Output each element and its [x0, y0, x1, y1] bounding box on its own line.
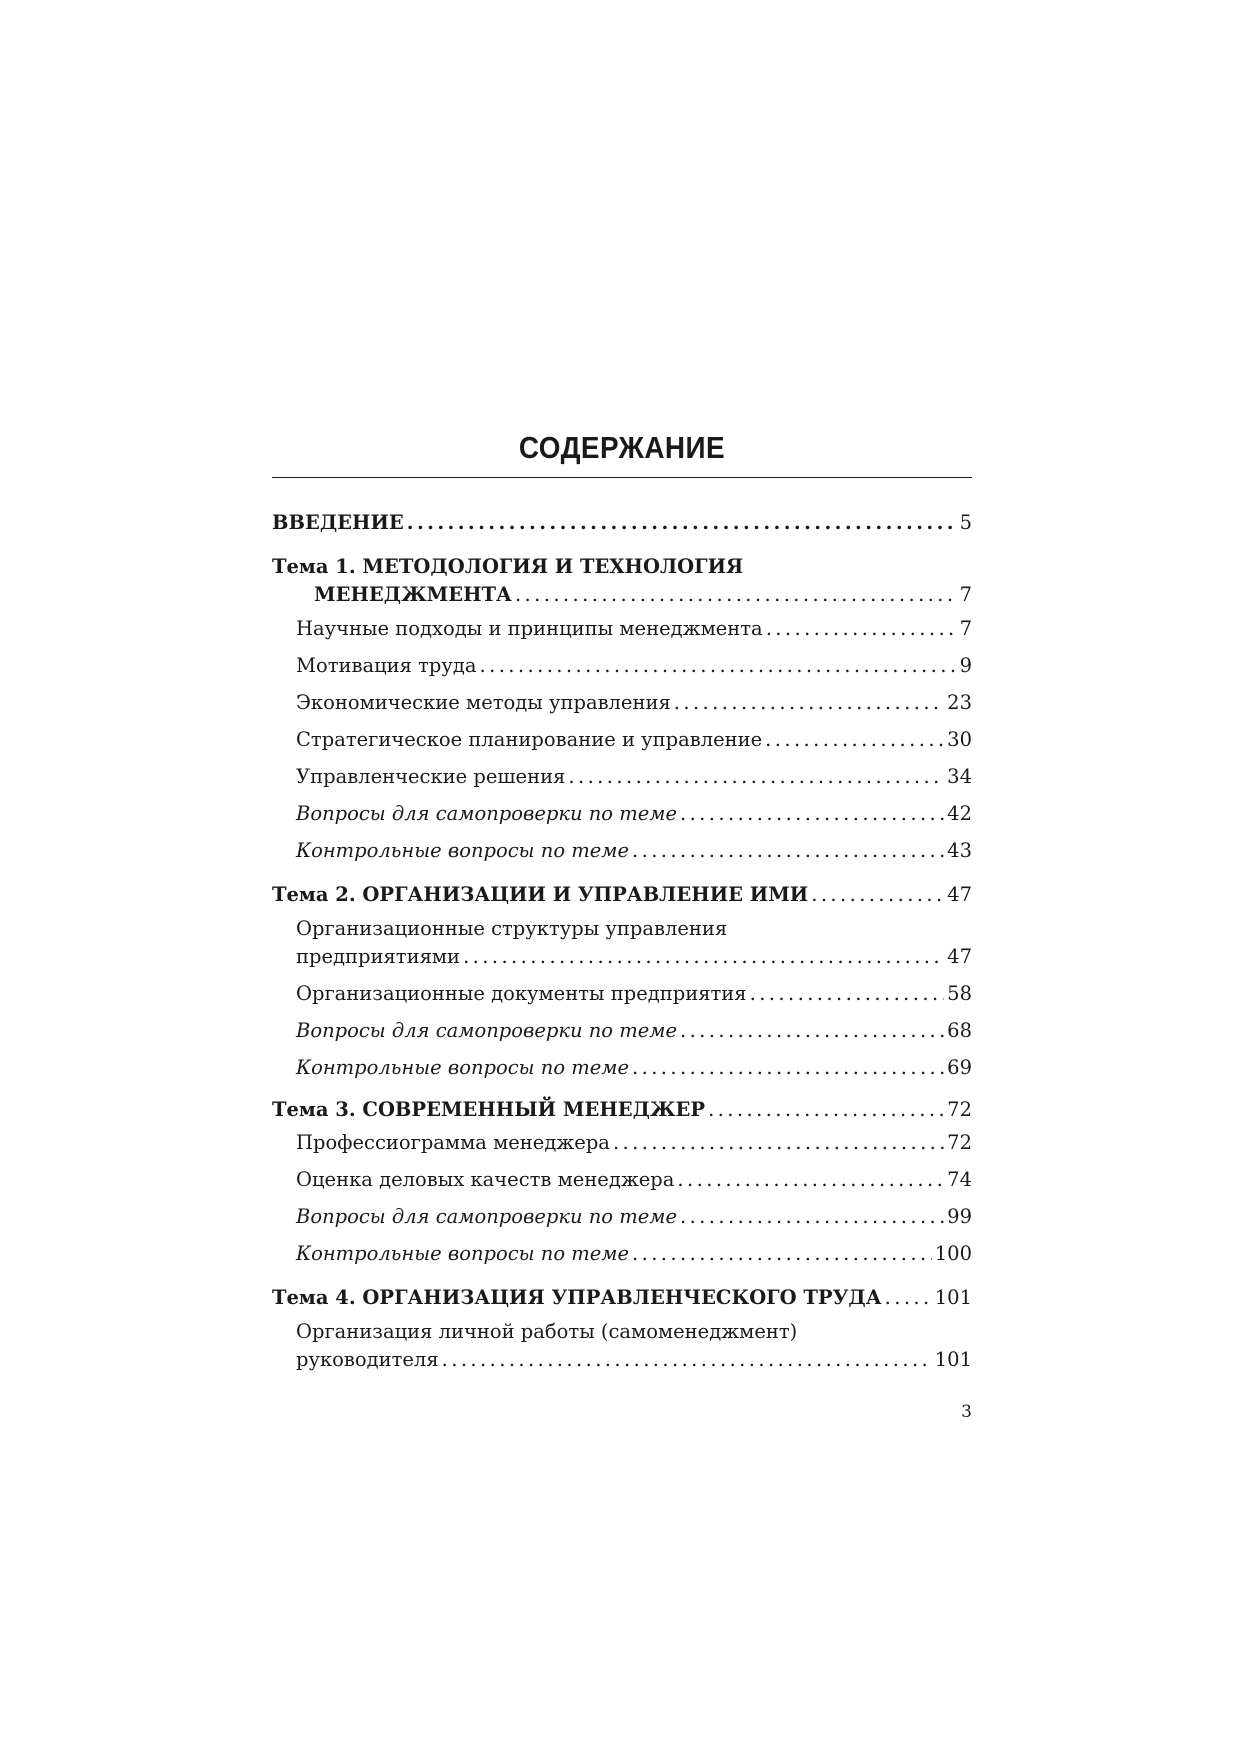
toc-page-number: 68	[947, 1019, 972, 1042]
toc-entry-label: Научные подходы и принципы менеджмента	[296, 617, 763, 640]
title-rule	[272, 477, 972, 478]
toc-entry-label: Вопросы для самопроверки по теме	[296, 1019, 677, 1042]
toc-page-number: 100	[934, 1242, 972, 1265]
toc-entry[interactable]	[296, 1348, 972, 1372]
toc-entry-label: Контрольные вопросы по теме	[296, 839, 629, 862]
dot-leader	[480, 654, 957, 678]
toc-entry-label: Стратегическое планирование и управление	[296, 728, 763, 751]
dot-leader	[674, 691, 944, 715]
toc-entry[interactable]	[296, 617, 972, 641]
dot-leader	[568, 765, 944, 789]
toc-entry[interactable]	[296, 1131, 972, 1155]
toc-page-number: 30	[947, 728, 972, 751]
dot-leader	[677, 1168, 944, 1192]
toc-entry[interactable]	[296, 982, 972, 1006]
toc-entry[interactable]	[296, 945, 972, 969]
toc-entry-label: Вопросы для самопроверки по теме	[296, 802, 677, 825]
toc-page-number: 47	[947, 945, 972, 968]
toc-entry-label: Управленческие решения	[296, 765, 566, 788]
toc-entry-label: Тема 4. ОРГАНИЗАЦИЯ УПРАВЛЕНЧЕСКОГО ТРУДА	[272, 1286, 882, 1309]
toc-entry[interactable]	[296, 691, 972, 715]
toc-entry[interactable]	[296, 1019, 972, 1043]
dot-leader	[442, 1348, 932, 1372]
toc-page-number: 101	[934, 1348, 972, 1371]
toc-entry[interactable]	[296, 654, 972, 678]
dot-leader	[407, 511, 957, 535]
toc-page-number: 72	[947, 1098, 972, 1121]
toc-entry-intro[interactable]	[272, 511, 972, 535]
toc-entry-label: руководителя	[296, 1348, 439, 1371]
toc-entry-label: Контрольные вопросы по теме	[296, 1056, 629, 1079]
toc-entry-label: Тема 3. СОВРЕМЕННЫЙ МЕНЕДЖЕР	[272, 1098, 706, 1121]
toc-entry-label: Организационные документы предприятия	[296, 982, 747, 1005]
toc-page-number: 58	[947, 982, 972, 1005]
toc-entry-label: Контрольные вопросы по теме	[296, 1242, 629, 1265]
toc-entry-label: МЕНЕДЖМЕНТА	[314, 583, 512, 606]
toc-entry-label: ВВЕДЕНИЕ	[272, 511, 404, 534]
toc-page-number: 7	[959, 583, 972, 606]
toc-entry[interactable]	[296, 1056, 972, 1080]
toc-entry[interactable]	[296, 1242, 972, 1266]
dot-leader	[885, 1286, 932, 1310]
dot-leader	[750, 982, 945, 1006]
page-title: СОДЕРЖАНИЕ	[518, 430, 726, 465]
toc-page-number: 42	[947, 802, 972, 825]
dot-leader	[680, 802, 944, 826]
dot-leader	[632, 1056, 944, 1080]
toc-entry[interactable]	[296, 802, 972, 826]
toc-entry-label: Вопросы для самопроверки по теме	[296, 1205, 677, 1228]
dot-leader	[515, 583, 957, 607]
toc-topic1-heading: Тема 1. МЕТОДОЛОГИЯ И ТЕХНОЛОГИЯ	[272, 555, 744, 578]
dot-leader	[765, 728, 944, 752]
toc-entry[interactable]	[296, 1168, 972, 1192]
toc-page-number: 69	[947, 1056, 972, 1079]
dot-leader	[680, 1019, 944, 1043]
page-folio-number: 3	[961, 1402, 972, 1422]
dot-leader	[463, 945, 944, 969]
toc-entry[interactable]	[296, 839, 972, 863]
toc-entry-topic4[interactable]	[272, 1286, 972, 1310]
dot-leader	[766, 617, 957, 641]
toc-page-number: 7	[959, 617, 972, 640]
toc-entry-topic1[interactable]	[314, 583, 972, 607]
dot-leader	[613, 1131, 944, 1155]
toc-page-number: 34	[947, 765, 972, 788]
toc-entry-topic3[interactable]	[272, 1098, 972, 1122]
toc-page-number: 9	[959, 654, 972, 677]
toc-page-number: 74	[947, 1168, 972, 1191]
dot-leader	[632, 1242, 932, 1266]
toc-page-number: 47	[947, 883, 972, 906]
toc-entry-label: Профессиограмма менеджера	[296, 1131, 610, 1154]
toc-page-number: 101	[934, 1286, 972, 1309]
toc-page-number: 99	[947, 1205, 972, 1228]
toc-page-number: 23	[947, 691, 972, 714]
toc-entry-line1: Организация личной работы (самоменеджмент)	[296, 1320, 798, 1343]
toc-entry-label: предприятиями	[296, 945, 461, 968]
toc-entry-label: Оценка деловых качеств менеджера	[296, 1168, 675, 1191]
toc-entry[interactable]	[296, 1205, 972, 1229]
dot-leader	[708, 1098, 944, 1122]
dot-leader	[680, 1205, 944, 1229]
dot-leader	[811, 883, 944, 907]
toc-entry-line1: Организационные структуры управления	[296, 917, 728, 940]
toc-entry-topic2[interactable]	[272, 883, 972, 907]
toc-entry[interactable]	[296, 728, 972, 752]
toc-entry[interactable]	[296, 765, 972, 789]
toc-entry-label: Тема 2. ОРГАНИЗАЦИИ И УПРАВЛЕНИЕ ИМИ	[272, 883, 809, 906]
toc-entry-label: Мотивация труда	[296, 654, 477, 677]
toc-page-number: 72	[947, 1131, 972, 1154]
toc-entry-label: Экономические методы управления	[296, 691, 671, 714]
toc-page-number: 5	[959, 511, 972, 534]
toc-page-number: 43	[947, 839, 972, 862]
dot-leader	[632, 839, 944, 863]
